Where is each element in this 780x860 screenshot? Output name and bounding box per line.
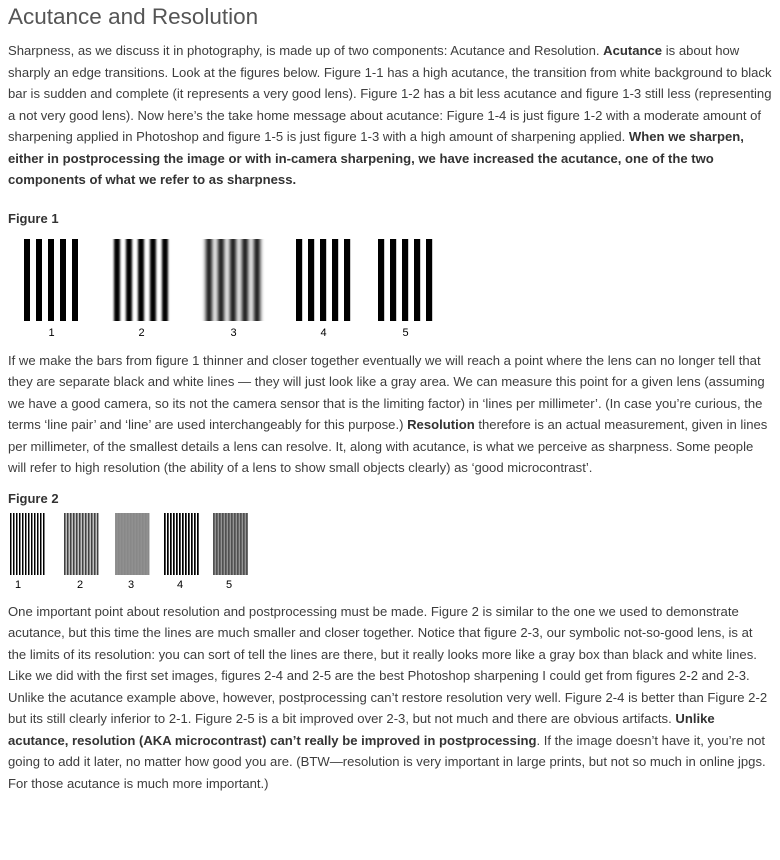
para3-run: . If the image doesn’t have it, you’re not going to add it later, no matter how good you are. (BTW—resolution is very important in large prints, but not so much in online jpgs. For those acutance is much more important.) <box>8 732 766 791</box>
figure-2-panel <box>213 513 249 575</box>
figure-1-title: Figure 1 <box>8 210 59 226</box>
figure-2-label: 5 <box>225 578 233 590</box>
paragraph-acutance <box>8 40 772 191</box>
para1-run: is about how sharply an edge transitions. Look at the figures below. Figure 1-1 has a high acutance, the transition from white background to black bar is sudden and complete (it represents a very good lens). Figure 1-2 has a bit less acutance and figure 1-3 still less (representing a not very good lens). Now here’s the take home message about acutance: Figure 1-4 is just figure 1-2 with a moderate amount of sharpening applied in Photoshop and figure 1-5 is just figure 1-3 with a high amount of sharpening applied. <box>8 43 772 144</box>
figure-1-bars-image <box>8 229 468 337</box>
para3-run: One important point about resolution and postprocessing must be made. Figure 2 is similar to the one we used to demonstrate acutance, but this time the lines are much smaller and closer together. Notice that figure 2-3, our symbolic not-so-good lens, is at the limits of its resolution: you can sort of tell the lines are there, but it really looks more like a gray box than black and white lines. Like we did with the first set images, figures 2-4 and 2-5 are the best Photoshop sharpening I could get from figures 2-2 and 2-3. Unlike the acutance example above, however, postprocessing can’t restore resolution very well. Figure 2-4 is better than Figure 2-2 but its still clearly inferior to 2-1. Figure 2-5 is a bit improved over 2-3, but not much and there are obvious artifacts. <box>8 603 768 726</box>
figure-2-panel <box>164 513 200 575</box>
figure-1-label: 1 <box>48 326 55 337</box>
figure-1-bar-group <box>378 239 432 321</box>
figure-1-bar-group <box>114 239 168 321</box>
figure-2-label: 2 <box>76 578 84 590</box>
figure-2 <box>8 510 772 590</box>
figure-2-label: 1 <box>14 578 22 590</box>
figure-2-bars-image <box>8 510 268 590</box>
figure-1 <box>8 229 772 337</box>
paragraph-resolution <box>8 350 772 479</box>
para1-run: When we sharpen, either in postprocessing the image or with in-camera sharpening, we have increased the acutance, one of the two components of what we refer to as sharpness. <box>8 129 744 187</box>
figure-1-label: 5 <box>402 326 409 337</box>
para1-run: Sharpness, as we discuss it in photography, is made up of two components: Acutance and Resolution. <box>8 43 604 58</box>
para2-run: Resolution <box>407 417 475 432</box>
para1-run: Acutance <box>603 43 663 58</box>
figure-1-bar-group <box>206 239 260 321</box>
figure-2-panel <box>115 513 151 575</box>
figure-1-label: 4 <box>320 326 327 337</box>
figure-2-label: 4 <box>176 578 184 590</box>
figure-1-bar-group <box>296 239 350 321</box>
para2-run: therefore is an actual measurement, given in lines per millimeter, of the smallest details a lens can resolve. It, along with acutance, is what we perceive as sharpness. Some people will refer to high resolution (the ability of a lens to show small objects clearly) as ‘good microcontrast’. <box>8 417 768 475</box>
figure-2-label: 3 <box>127 578 135 590</box>
para3-run: Unlike acutance, resolution (AKA microcontrast) can’t really be improved in postprocessing <box>8 711 715 748</box>
page-title: Acutance and Resolution <box>8 4 259 29</box>
paragraph-postprocessing <box>8 601 772 795</box>
figure-1-bar-group <box>24 239 78 321</box>
para2-run: If we make the bars from figure 1 thinner and closer together eventually we will reach a point where the lens can no longer tell that they are separate black and white lines — they will just look like a gray area. We can measure this point for a given lens (assuming we have a good camera, so its not the camera sensor that is the limiting factor) in ‘lines per millimeter’. (In case you’re curious, the terms ‘line pair’ and ‘line’ are used interchangeably for this purpose.) <box>8 352 765 432</box>
figure-2-title: Figure 2 <box>8 490 59 506</box>
figure-2-panel <box>64 513 100 575</box>
figure-2-panel <box>10 513 46 575</box>
figure-1-label: 2 <box>138 326 145 337</box>
figure-1-label: 3 <box>230 326 237 337</box>
